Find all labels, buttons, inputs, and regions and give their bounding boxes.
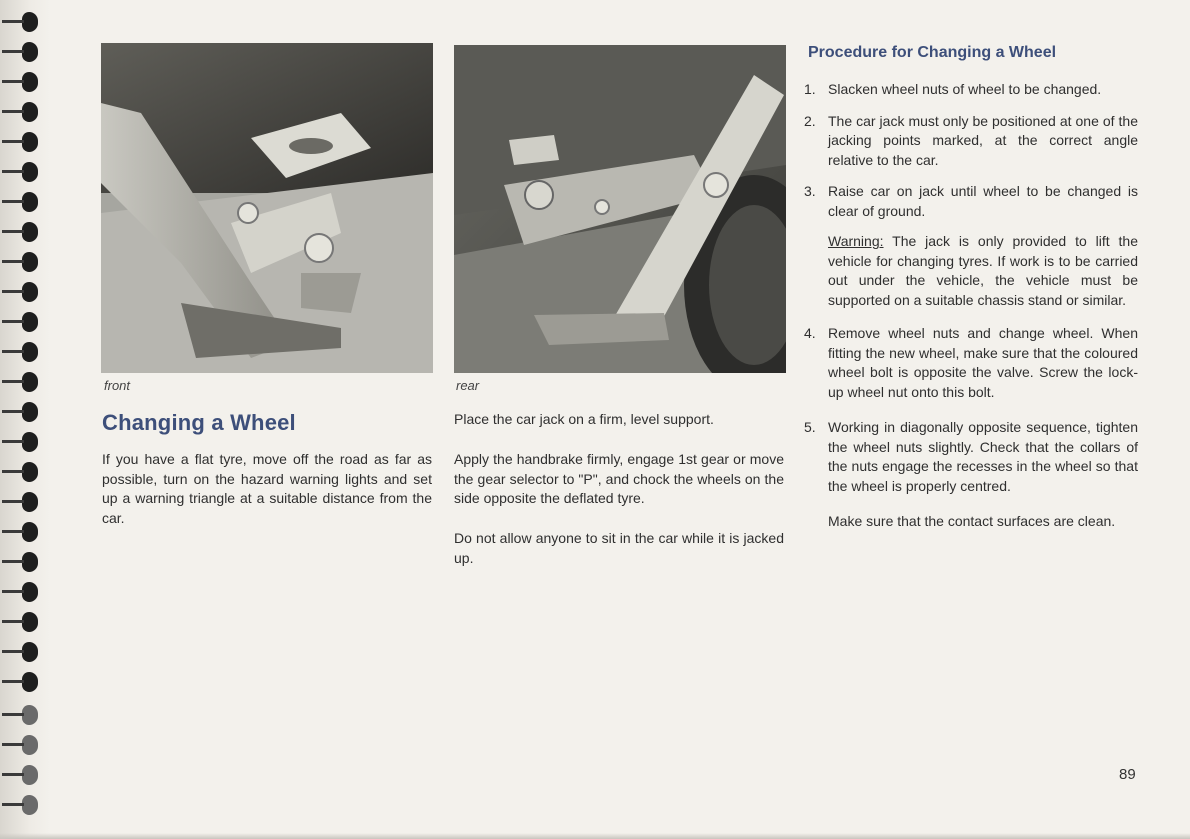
step-text: Remove wheel nuts and change wheel. When fitting the new wheel, make sure that the coloured wheel bolt is opposite the valve. Screw the lock-up wheel nut onto this bolt.: [828, 325, 1138, 400]
step-text: Slacken wheel nuts of wheel to be changed.: [828, 81, 1102, 97]
step-item: [804, 324, 1138, 402]
warning-text: The jack is only provided to lift the vehicle for changing tyres. If work is to be carried out under the vehicle, the vehicle must be supported on a suitable chassis stand or similar.: [828, 233, 1138, 308]
step-item: [804, 112, 1138, 171]
section-title: Changing a Wheel: [102, 410, 296, 435]
step-number: 2.: [804, 112, 816, 129]
procedure-title: Procedure for Changing a Wheel: [808, 44, 1057, 61]
intro-paragraph: If you have a flat tyre, move off the road as far as possible, turn on the hazard warning lights and set up a warning triangle at a suitable distance from the car.: [102, 451, 432, 526]
front-jack-photo: [101, 43, 433, 373]
page-edge-shadow: [0, 833, 1190, 839]
contact-surfaces-note: Make sure that the contact surfaces are clean.: [828, 513, 1116, 529]
no-occupants-paragraph: Do not allow anyone to sit in the car while it is jacked up.: [454, 530, 784, 566]
rear-caption: rear: [456, 378, 480, 393]
step-text: The car jack must only be positioned at one of the jacking points marked, at the correct angle relative to the car.: [828, 112, 1138, 168]
step-item: [804, 418, 1138, 532]
step-number: 1.: [804, 81, 816, 97]
front-caption: front: [104, 378, 131, 393]
page-number: 89: [1119, 766, 1136, 783]
spiral-binding: [0, 0, 50, 839]
step-text: Working in diagonally opposite sequence, tighten the wheel nuts slightly. Check that the collars of the nuts engage the recesses in the wheel so that the wheel is properly centred.: [828, 419, 1138, 494]
step-text: Raise car on jack until wheel to be changed is clear of ground.: [828, 183, 1138, 219]
jack-support-paragraph: Place the car jack on a firm, level support.: [454, 411, 714, 427]
step-number: 5.: [804, 419, 816, 435]
procedure-steps: [804, 80, 1138, 532]
step-item: [804, 80, 1138, 100]
handbrake-paragraph: Apply the handbrake firmly, engage 1st gear or move the gear selector to "P", and chock the wheels on the side opposite the deflated tyre.: [454, 451, 784, 506]
warning-note: [828, 232, 1138, 310]
warning-label: Warning:: [828, 233, 884, 249]
rear-jack-photo: [454, 45, 786, 373]
step-item: [804, 182, 1138, 310]
step-number: 3.: [804, 183, 816, 199]
step-number: 4.: [804, 325, 816, 341]
